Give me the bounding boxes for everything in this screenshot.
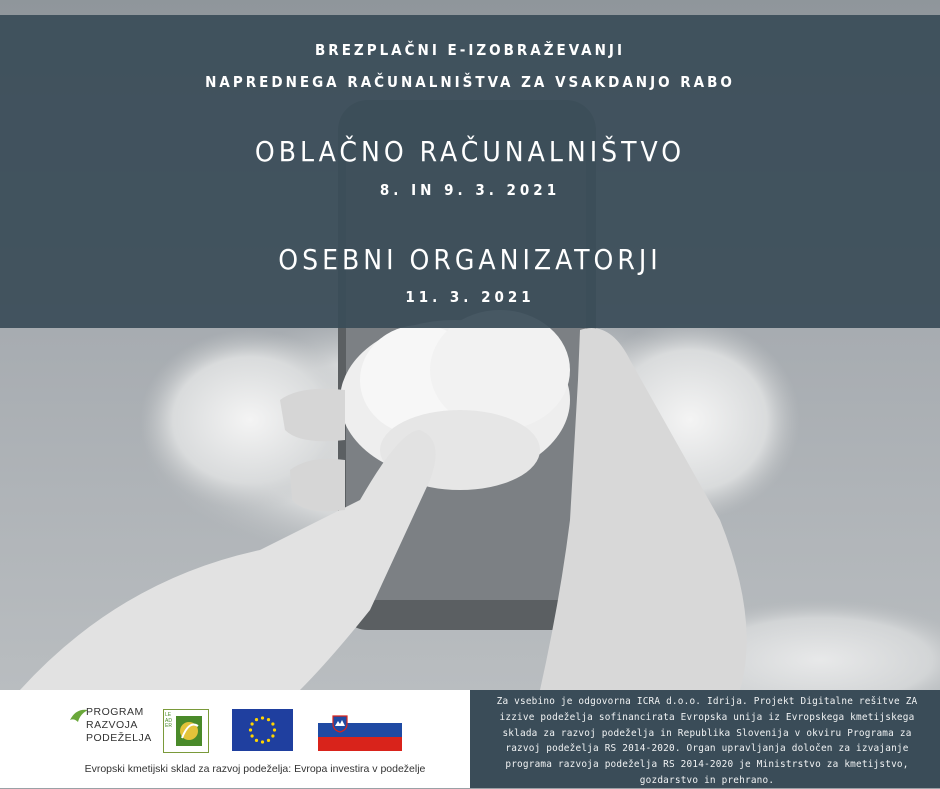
prp-line-1: PROGRAM bbox=[86, 706, 144, 718]
si-flag-red-stripe bbox=[318, 737, 402, 751]
leader-label: LEADER bbox=[165, 712, 172, 729]
si-coat-of-arms-icon bbox=[332, 715, 348, 733]
slovenian-flag bbox=[318, 709, 402, 751]
si-flag-white-stripe bbox=[318, 709, 402, 723]
course-2-date: 11. 3. 2021 bbox=[405, 288, 535, 306]
eafrd-caption: Evropski kmetijski sklad za razvoj podeželja: Evropa investira v podeželje bbox=[84, 763, 426, 775]
footer-legal-panel bbox=[470, 690, 940, 788]
prp-text bbox=[86, 706, 152, 745]
prp-line-3: PODEŽELJA bbox=[86, 732, 152, 744]
course-1-date: 8. IN 9. 3. 2021 bbox=[379, 181, 561, 199]
title-banner bbox=[0, 15, 940, 328]
leader-logo bbox=[163, 709, 209, 753]
course-2-title: OSEBNI ORGANIZATORJI bbox=[278, 243, 662, 276]
prp-line-2: RAZVOJA bbox=[86, 719, 138, 731]
eu-flag bbox=[232, 709, 293, 751]
banner-line-1: BREZPLAČNI E-IZOBRAŽEVANJI bbox=[315, 41, 625, 59]
program-razvoja-podezelja-logo bbox=[68, 706, 163, 752]
banner-line-2: NAPREDNEGA RAČUNALNIŠTVA ZA VSAKDANJO RABO bbox=[205, 73, 735, 91]
eu-stars-icon bbox=[232, 709, 293, 751]
course-1-title: OBLAČNO RAČUNALNIŠTVO bbox=[254, 135, 686, 168]
legal-notice-text: Za vsebino je odgovorna ICRA d.o.o. Idrija. Projekt Digitalne rešitve ZA izzive podeželja sofinancirata Evropska unija iz Evropskega kmetijskega sklada za razvoj podeželja in Republika Slovenija v okviru Programa za razvoj podeželja RS 2014-2020. Organ upravljanja določen za izvajanje programa razvoja podeželja RS 2014-2020 je Ministrstvo za kmetijstvo, gozdarstvo in prehrano. bbox=[496, 696, 918, 786]
si-flag-blue-stripe bbox=[318, 723, 402, 737]
